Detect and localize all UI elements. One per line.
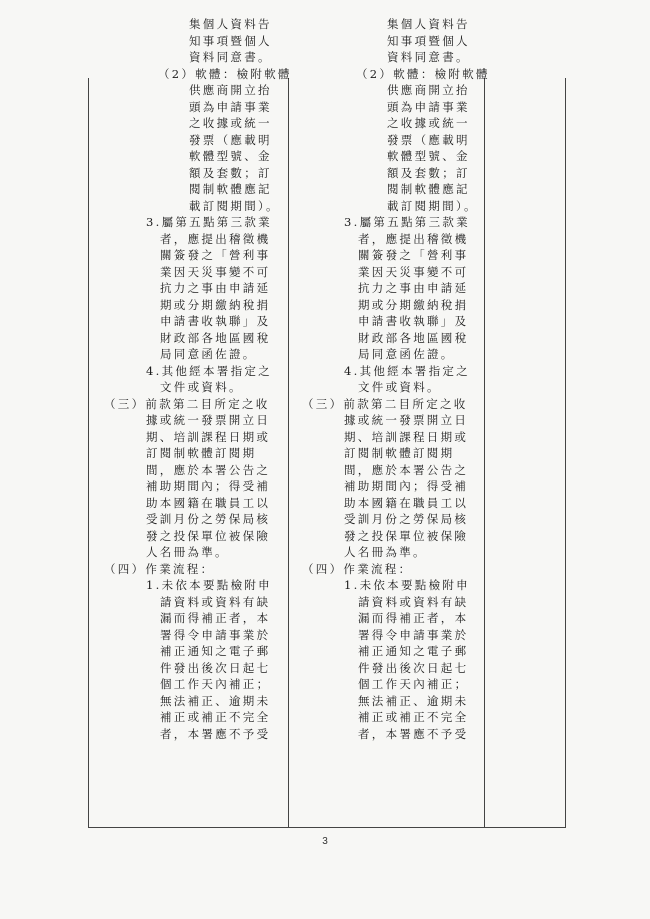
text-line: 者，本署應不予受 [160,726,271,741]
text-line: 受訓月份之勞保局核 [146,512,271,526]
text-line: 抗力之事由申請延 [160,281,271,295]
text-line: 載訂閱期間）。 [387,198,478,213]
text-line: 知事項暨個人 [189,33,272,48]
text-line: 助本國籍在職員工以 [344,495,469,510]
text-line: 財政部各地區國稅 [358,330,469,345]
text-line: 資料同意書。 [189,50,272,64]
text-line: 補正或補正不完全 [358,710,469,724]
text-line: 集個人資料告 [387,17,470,31]
page-number: 3 [322,836,328,847]
text-line: 據或統一發票開立日 [146,413,271,427]
text-line: 業因天災事變不可 [160,264,271,279]
text-line: 請資料或資料有缺 [358,594,469,609]
text-line: 期、培訓課程日期或 [344,429,469,444]
text-line: 抗力之事由申請延 [358,281,469,295]
text-line: 件發出後次日起七 [358,660,469,675]
text-line: 軟體型號、金 [387,149,470,163]
text-line: 補正通知之電子郵 [160,644,271,658]
text-line: 署得令申請事業於 [358,627,469,642]
text-line: 關簽發之「營利事 [160,248,271,262]
text-line: 申請書收執聯」及 [160,314,271,328]
text-line: 閱制軟體應記 [189,182,272,196]
text-line: 人名冊為準。 [344,545,427,559]
text-line: 補助期間內；得受補 [344,479,469,493]
text-line: （2）軟體：檢附軟體 [158,66,292,81]
text-line: 載訂閱期間）。 [189,198,280,213]
text-line: 資料同意書。 [387,50,470,64]
text-line: 閱制軟體應記 [387,182,470,196]
text-line: 發票（應載明 [189,132,272,147]
text-line: 無法補正、逾期未 [160,693,271,708]
text-line: 補助期間內；得受補 [146,479,271,493]
text-line: 補正或補正不完全 [160,710,271,724]
text-line: 局同意函佐證。 [160,347,257,361]
text-line: 4.其他經本署指定之 [146,363,272,378]
text-line: 間，應於本署公告之 [146,462,271,477]
text-line: 者，應提出稽徵機 [358,231,469,246]
text-line: 申請書收執聯」及 [358,314,469,328]
text-line: 供應商開立抬 [387,83,470,97]
text-line: 受訓月份之勞保局核 [344,512,469,526]
text-line: 漏而得補正者，本 [358,611,469,625]
text-line: 者，本署應不予受 [358,726,469,741]
column-divider [484,78,485,827]
text-line: 頭為申請事業 [189,99,272,114]
text-line: 者，應提出稽徵機 [160,231,271,246]
text-line: （2）軟體：檢附軟體 [356,66,490,81]
text-line: 期或分期繳納稅捐 [160,297,271,312]
text-line: 1.未依本要點檢附申 [344,578,470,592]
text-line: 個工作天內補正； [160,677,271,691]
text-line: 之收據或統一 [387,116,470,130]
text-line: 發之投保單位被保險 [344,528,469,543]
text-line: 集個人資料告 [189,17,272,31]
text-line: 訂閱制軟體訂閱期 [146,446,257,460]
text-line: 期、培訓課程日期或 [146,429,271,444]
text-line: 局同意函佐證。 [358,347,455,361]
text-line: 件發出後次日起七 [160,660,271,675]
text-line: 關簽發之「營利事 [358,248,469,262]
text-line: 助本國籍在職員工以 [146,495,271,510]
text-line: （四）作業流程： [104,561,215,576]
text-line: （四）作業流程： [302,561,413,576]
text-line: 供應商開立抬 [189,83,272,97]
text-line: 間，應於本署公告之 [344,462,469,477]
text-line: 發票（應載明 [387,132,470,147]
text-line: 請資料或資料有缺 [160,594,271,609]
text-line: （三）前款第二目所定之收 [104,396,270,411]
text-line: 補正通知之電子郵 [358,644,469,658]
text-line: 署得令申請事業於 [160,627,271,642]
text-line: 3.屬第五點第三款業 [344,215,470,229]
text-line: 財政部各地區國稅 [160,330,271,345]
text-line: 頭為申請事業 [387,99,470,114]
text-line: 額及套數；訂 [189,165,272,180]
text-line: 個工作天內補正； [358,677,469,691]
text-line: 軟體型號、金 [189,149,272,163]
text-line: 1.未依本要點檢附申 [146,578,272,592]
text-line: 之收據或統一 [189,116,272,130]
text-line: 訂閱制軟體訂閱期 [344,446,455,460]
text-line: （三）前款第二目所定之收 [302,396,468,411]
text-line: 額及套數；訂 [387,165,470,180]
text-line: 3.屬第五點第三款業 [146,215,272,229]
text-line: 無法補正、逾期未 [358,693,469,708]
text-line: 業因天災事變不可 [358,264,469,279]
text-line: 人名冊為準。 [146,545,229,559]
text-line: 漏而得補正者，本 [160,611,271,625]
column-divider [288,78,289,827]
text-line: 據或統一發票開立日 [344,413,469,427]
text-line: 發之投保單位被保險 [146,528,271,543]
text-line: 文件或資料。 [358,380,441,394]
text-line: 期或分期繳納稅捐 [358,297,469,312]
text-line: 4.其他經本署指定之 [344,363,470,378]
text-line: 文件或資料。 [160,380,243,394]
text-line: 知事項暨個人 [387,33,470,48]
